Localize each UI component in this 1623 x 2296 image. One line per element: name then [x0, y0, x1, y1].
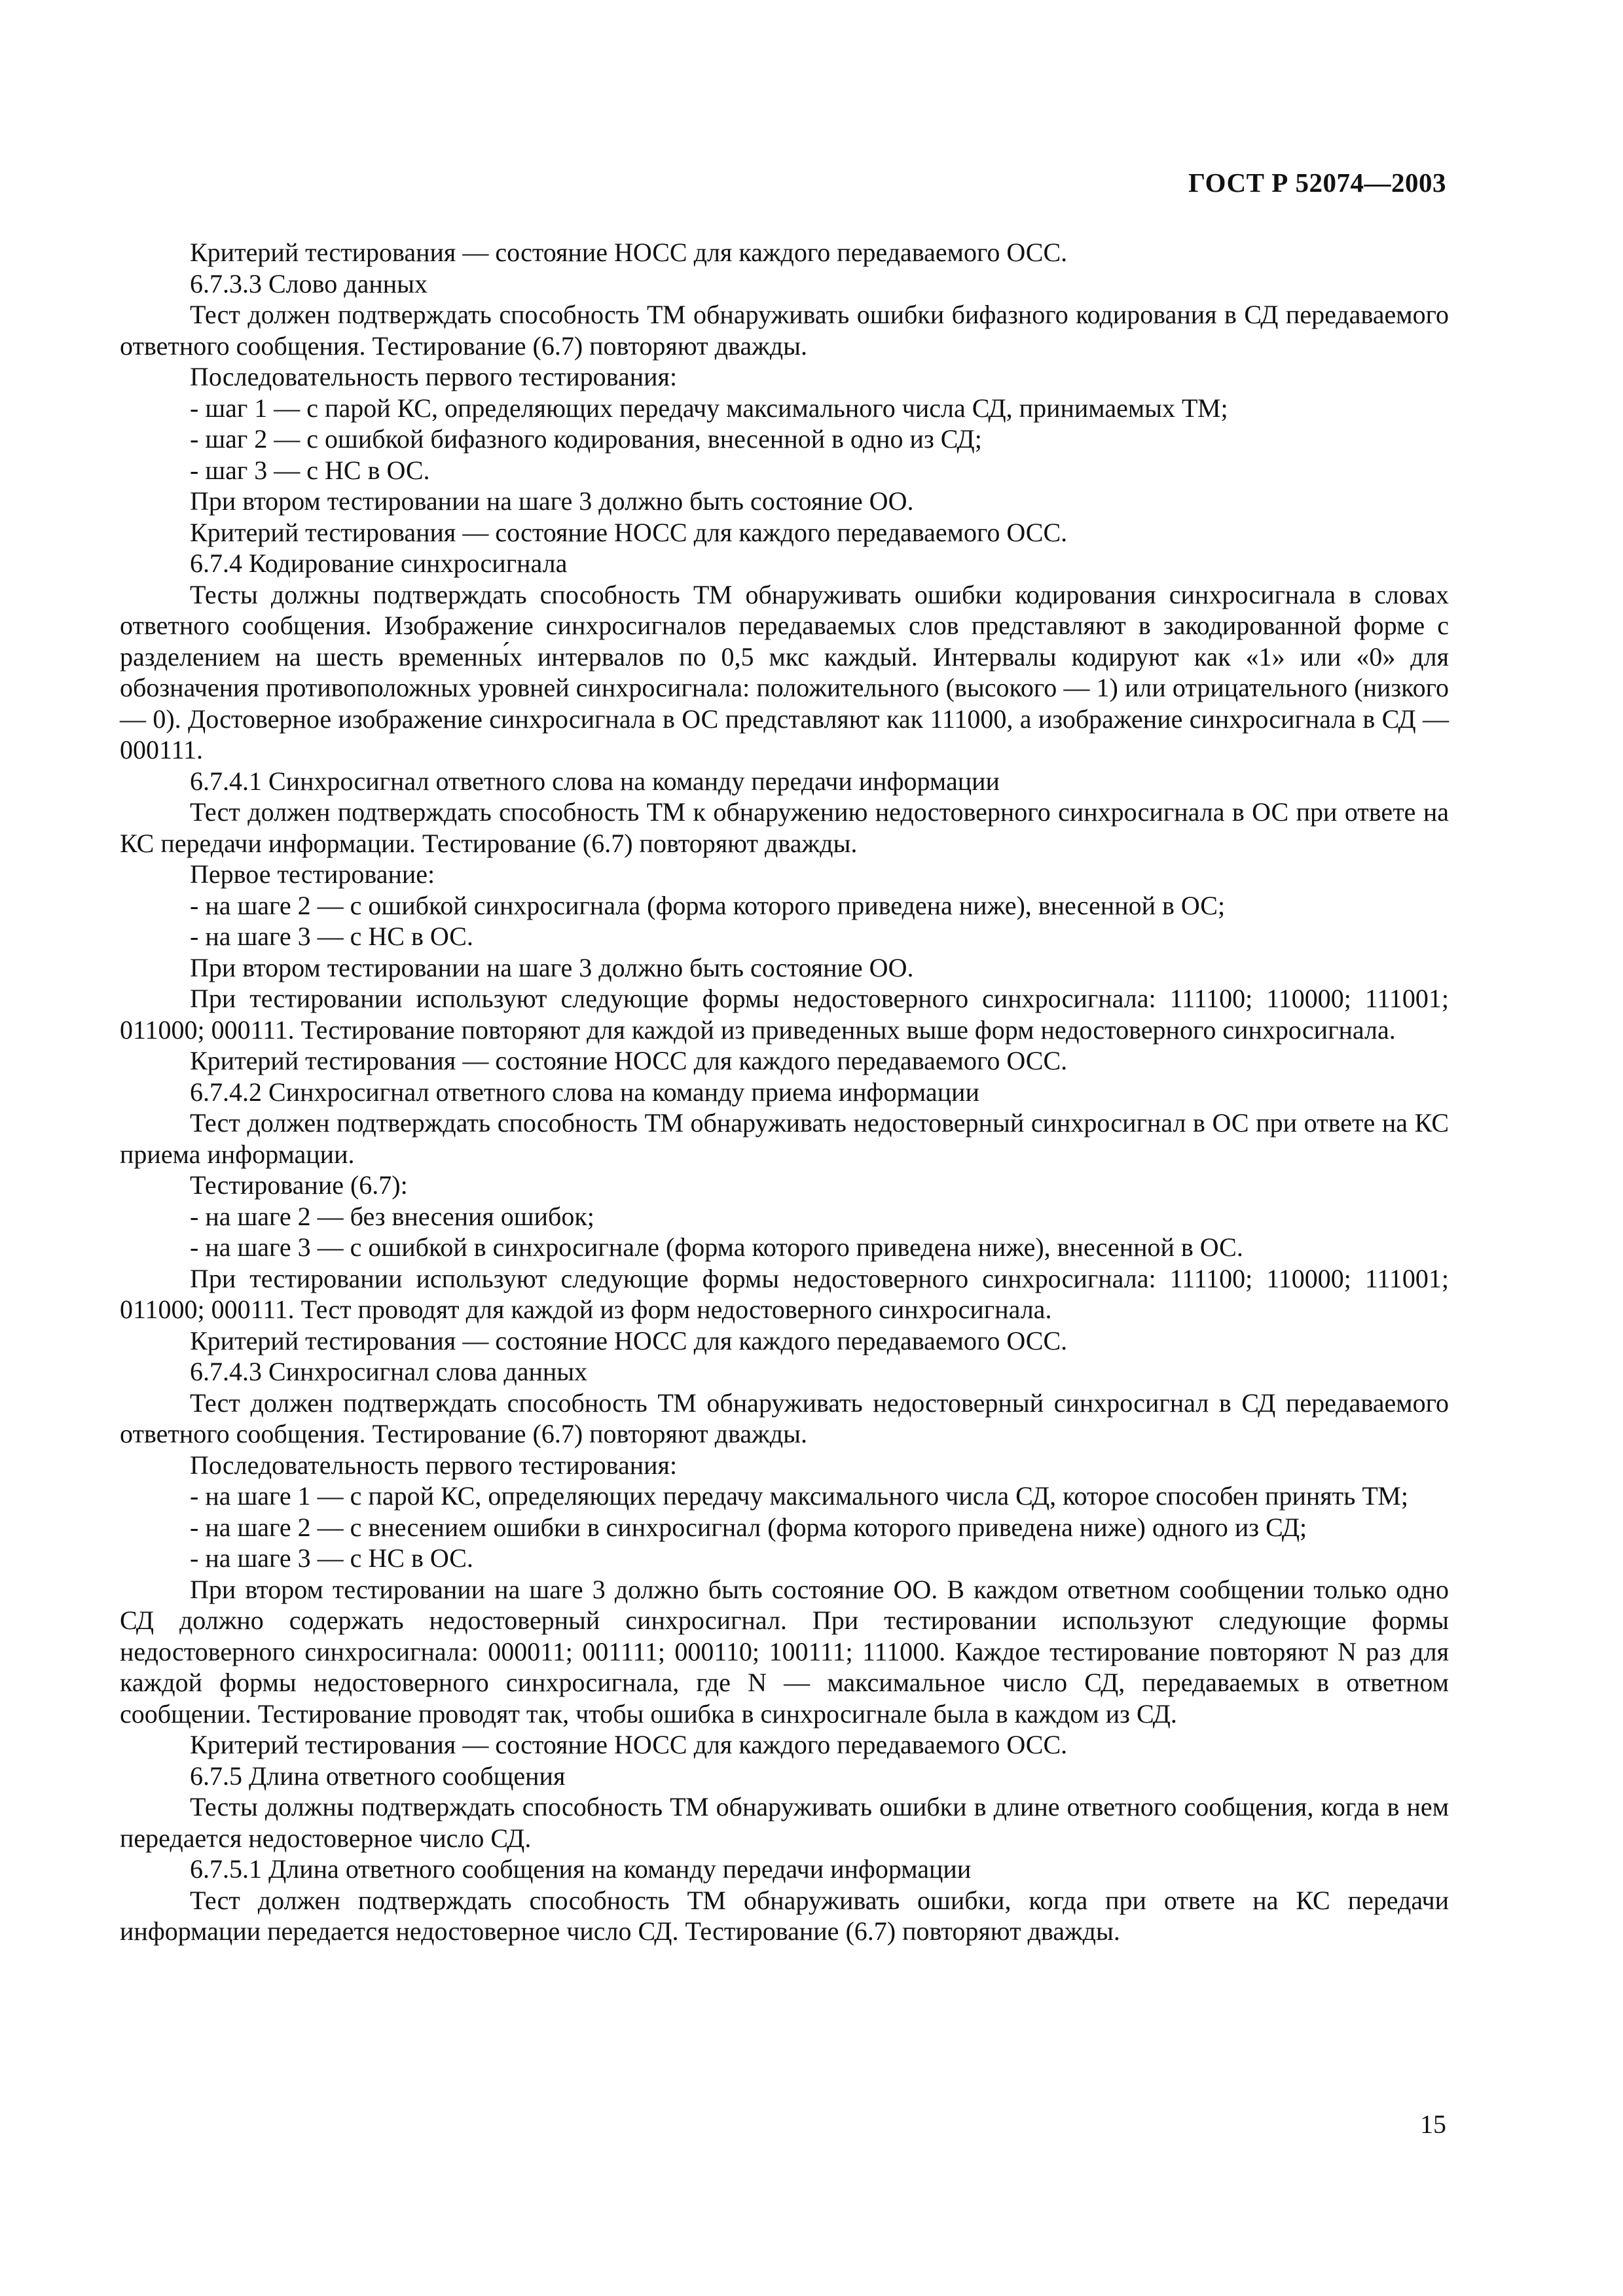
- list-item: - шаг 2 — с ошибкой бифазного кодирования, внесенной в одно из СД;: [190, 424, 982, 454]
- paragraph: Критерий тестирования — состояние НОСС для каждого передаваемого ОСС.: [190, 1046, 1068, 1075]
- list-item: - на шаге 2 — с ошибкой синхросигнала (форма которого приведена ниже), внесенной в ОС;: [190, 890, 1226, 920]
- section-heading: 6.7.3.3 Слово данных: [190, 268, 428, 298]
- paragraph: При тестировании используют следующие формы недостоверного синхросигнала: 111100; 110000; 111001; 011000; 000111. Тестирование повторяют для каждой из приведенных выше форм недостоверного синхросигнала.: [120, 984, 1449, 1045]
- section-heading: 6.7.4.2 Синхросигнал ответного слова на команду приема информации: [190, 1077, 979, 1107]
- section-heading: 6.7.4.3 Синхросигнал слова данных: [190, 1357, 588, 1386]
- section-heading: 6.7.4 Кодирование синхросигнала: [190, 548, 568, 578]
- paragraph: Критерий тестирования — состояние НОСС для каждого передаваемого ОСС.: [190, 1325, 1068, 1355]
- paragraph: Тест должен подтверждать способность ТМ обнаруживать недостоверный синхросигнал в ОС при ответе на КС приема информации.: [120, 1108, 1449, 1169]
- paragraph: Последовательность первого тестирования:: [190, 1450, 678, 1480]
- paragraph: Тест должен подтверждать способность ТМ к обнаружению недостоверного синхросигнала в ОС при ответе на КС передачи информации. Тестирование (6.7) повторяют дважды.: [120, 797, 1449, 858]
- paragraph: Тесты должны подтверждать способность ТМ обнаруживать ошибки в длине ответного сообщения, когда в нем передается недостоверное число СД.: [120, 1792, 1449, 1853]
- section-heading: 6.7.5 Длина ответного сообщения: [190, 1761, 566, 1791]
- section-heading: 6.7.4.1 Синхросигнал ответного слова на команду передачи информации: [190, 766, 1000, 796]
- list-item: - шаг 3 — с НС в ОС.: [190, 455, 430, 485]
- paragraph: При тестировании используют следующие формы недостоверного синхросигнала: 111100; 110000; 111001; 011000; 000111. Тест проводят для каждой из форм недостоверного синхросигнала.: [120, 1263, 1449, 1324]
- paragraph: Критерий тестирования — состояние НОСС для каждого передаваемого ОСС.: [190, 517, 1068, 547]
- paragraph: При втором тестировании на шаге 3 должно быть состояние ОО.: [190, 952, 914, 982]
- paragraph: Первое тестирование:: [190, 859, 435, 889]
- section-heading: 6.7.5.1 Длина ответного сообщения на команду передачи информации: [190, 1854, 972, 1884]
- document-body: [120, 237, 1449, 1947]
- page-number: 15: [1420, 2109, 1446, 2139]
- list-item: - на шаге 3 — с НС в ОС.: [190, 1543, 473, 1573]
- paragraph: При втором тестировании на шаге 3 должно быть состояние ОО.: [190, 486, 914, 516]
- paragraph: Тест должен подтверждать способность ТМ обнаруживать ошибки бифазного кодирования в СД передаваемого ответного сообщения. Тестирование (6.7) повторяют дважды.: [120, 300, 1449, 361]
- list-item: - на шаге 3 — с НС в ОС.: [190, 922, 473, 951]
- paragraph: Критерий тестирования — состояние НОСС для каждого передаваемого ОСС.: [190, 238, 1068, 267]
- list-item: - шаг 1 — с парой КС, определяющих передачу максимального числа СД, принимаемых ТМ;: [190, 393, 1228, 423]
- paragraph: Тест должен подтверждать способность ТМ обнаруживать ошибки, когда при ответе на КС передачи информации передается недостоверное число СД. Тестирование (6.7) повторяют дважды.: [120, 1885, 1449, 1946]
- paragraph: Тестирование (6.7):: [190, 1170, 408, 1200]
- paragraph: Тесты должны подтверждать способность ТМ обнаруживать ошибки кодирования синхросигнала в словах ответного сообщения. Изображение синхросигналов передаваемых слов представляют в закодированной форме с разделением на шесть временны́х интервалов по 0,5 мкс каждый. Интервалы кодируют как «1» или «0» для обозначения противоположных уровней синхросигнала: положительного (высокого — 1) или отрицательного (низкого — 0). Достоверное изображение синхросигнала в ОС представляют как 111000, а изображение синхросигнала в СД — 000111.: [120, 579, 1449, 764]
- list-item: - на шаге 1 — с парой КС, определяющих передачу максимального числа СД, которое способен принять ТМ;: [190, 1481, 1408, 1511]
- list-item: - на шаге 2 — с внесением ошибки в синхросигнал (форма которого приведена ниже) одного из СД;: [190, 1512, 1307, 1542]
- list-item: - на шаге 2 — без внесения ошибок;: [190, 1201, 594, 1231]
- document-header: ГОСТ Р 52074—2003: [1188, 168, 1446, 198]
- paragraph: Последовательность первого тестирования:: [190, 362, 678, 391]
- paragraph: Критерий тестирования — состояние НОСС для каждого передаваемого ОСС.: [190, 1730, 1068, 1759]
- paragraph: Тест должен подтверждать способность ТМ обнаруживать недостоверный синхросигнал в СД передаваемого ответного сообщения. Тестирование (6.7) повторяют дважды.: [120, 1388, 1449, 1448]
- paragraph: При втором тестировании на шаге 3 должно быть состояние ОО. В каждом ответном сообщении только одно СД должно содержать недостоверный синхросигнал. При тестировании используют следующие формы недостоверного синхросигнала: 000011; 001111; 000110; 100111; 111000. Каждое тестирование повторяют N раз для каждой формы недостоверного синхросигнала, где N — максимальное число СД, передаваемых в ответном сообщении. Тестирование проводят так, чтобы ошибка в синхросигнале была в каждом из СД.: [120, 1574, 1449, 1729]
- list-item: - на шаге 3 — с ошибкой в синхросигнале (форма которого приведена ниже), внесенной в ОС.: [190, 1232, 1243, 1262]
